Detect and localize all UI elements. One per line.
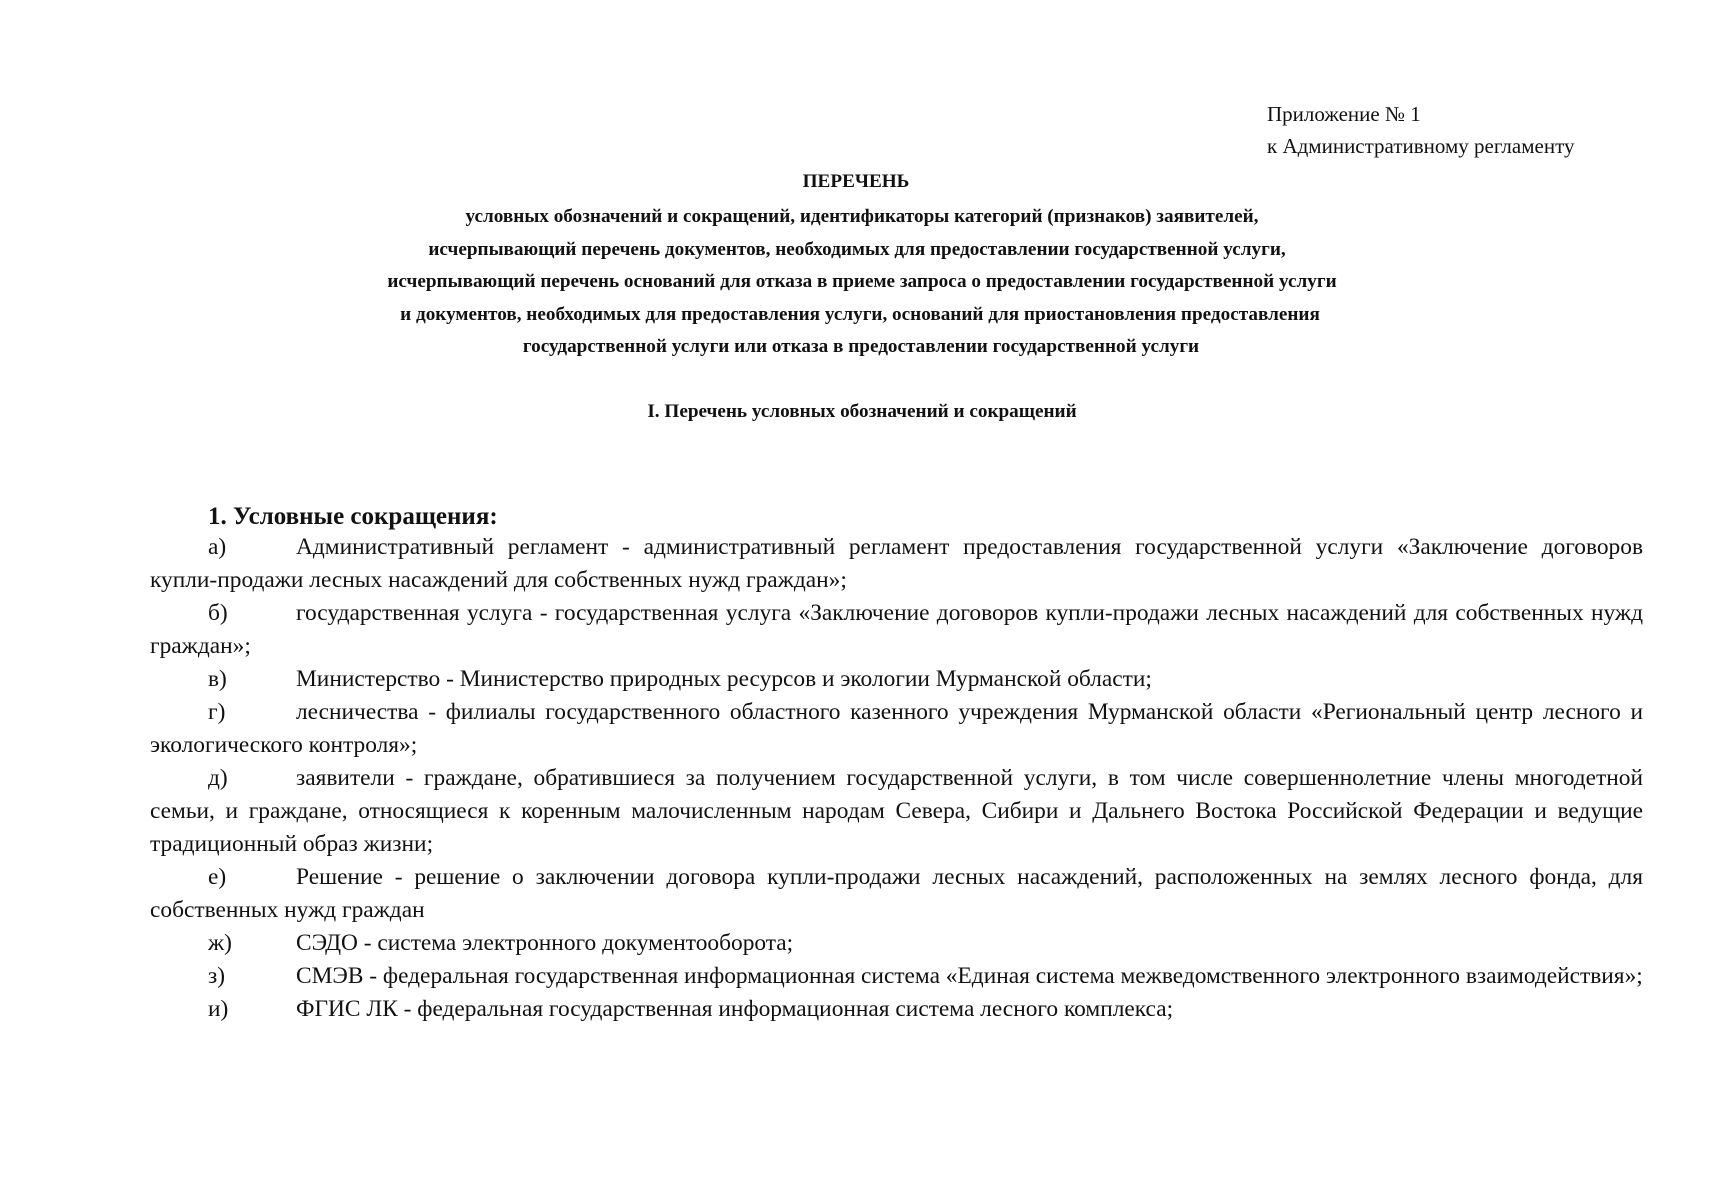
list-item-marker: д) [208,765,228,791]
list-item-marker: и) [208,996,229,1022]
heading-line-3: исчерпывающий перечень оснований для отказа в приеме запроса о предоставлении государственной услуги [387,271,1337,293]
heading-line-2: исчерпывающий перечень документов, необходимых для предоставлении государственной услуги, [428,238,1286,260]
list-item-text: СЭДО - система электронного документооборота; [296,930,794,956]
list-item-marker: г) [208,699,226,725]
list-item-text: лесничества - филиалы государственного областного казенного учреждения Мурманской области «Региональный центр лесного и экологического контроля»; [150,699,1643,758]
list-item [150,597,1643,663]
list-item-text: Министерство - Министерство природных ресурсов и экологии Мурманской области; [296,666,1152,692]
list-item-text: Административный регламент - административный регламент предоставления государственной услуги «Заключение договоров купли-продажи лесных насаждений для собственных нужд граждан»; [150,534,1643,593]
subheading: 1. Условные сокращения: [208,503,498,530]
heading-line-1: условных обозначений и сокращений, идентификаторы категорий (признаков) заявителей, [465,206,1259,228]
list-item-text: ФГИС ЛК - федеральная государственная информационная система лесного комплекса; [296,996,1174,1022]
list-item-marker: а) [208,534,227,560]
annex-note [1267,98,1574,162]
list-item-marker: ж) [208,930,232,956]
list-item-marker: з) [208,963,226,989]
list-item-marker: б) [208,600,228,626]
list-item-text: Решение - решение о заключении договора купли-продажи лесных насаждений, расположенных на землях лесного фонда, для собственных нужд граждан [150,864,1643,923]
list-item [150,861,1643,927]
list-item [150,663,1643,696]
list-item [150,762,1643,861]
list-item-text: заявители - граждане, обратившиеся за получением государственной услуги, в том числе совершеннолетние члены многодетной семьи, и граждане, относящиеся к коренным малочисленным народам Севера, Сибири и Дальнего Востока Российской Федерации и ведущие традиционный образ жизни; [150,765,1643,857]
heading-line-5: государственной услуги или отказа в предоставлении государственной услуги [522,336,1200,358]
list-item-marker: в) [208,666,227,692]
abbreviations-list [150,531,1643,1026]
list-item [150,696,1643,762]
list-item [150,531,1643,597]
list-item [150,960,1643,993]
annex-line-1: Приложение № 1 [1267,102,1421,126]
annex-line-2: к Административному регламенту [1267,134,1575,158]
document-heading [0,166,1724,363]
heading-line-4: и документов, необходимых для предоставления услуги, оснований для приостановления предоставления [400,303,1320,325]
list-item [150,927,1643,960]
document-title: ПЕРЕЧЕНЬ [802,171,910,192]
section-title: I. Перечень условных обозначений и сокращений [647,401,1077,422]
list-item [150,993,1643,1026]
list-item-text: государственная услуга - государственная услуга «Заключение договоров купли-продажи лесных насаждений для собственных нужд граждан»; [150,600,1643,659]
list-item-marker: е) [208,864,227,890]
list-item-text: СМЭВ - федеральная государственная информационная система «Единая система межведомственного электронного взаимодействия»; [296,963,1643,989]
